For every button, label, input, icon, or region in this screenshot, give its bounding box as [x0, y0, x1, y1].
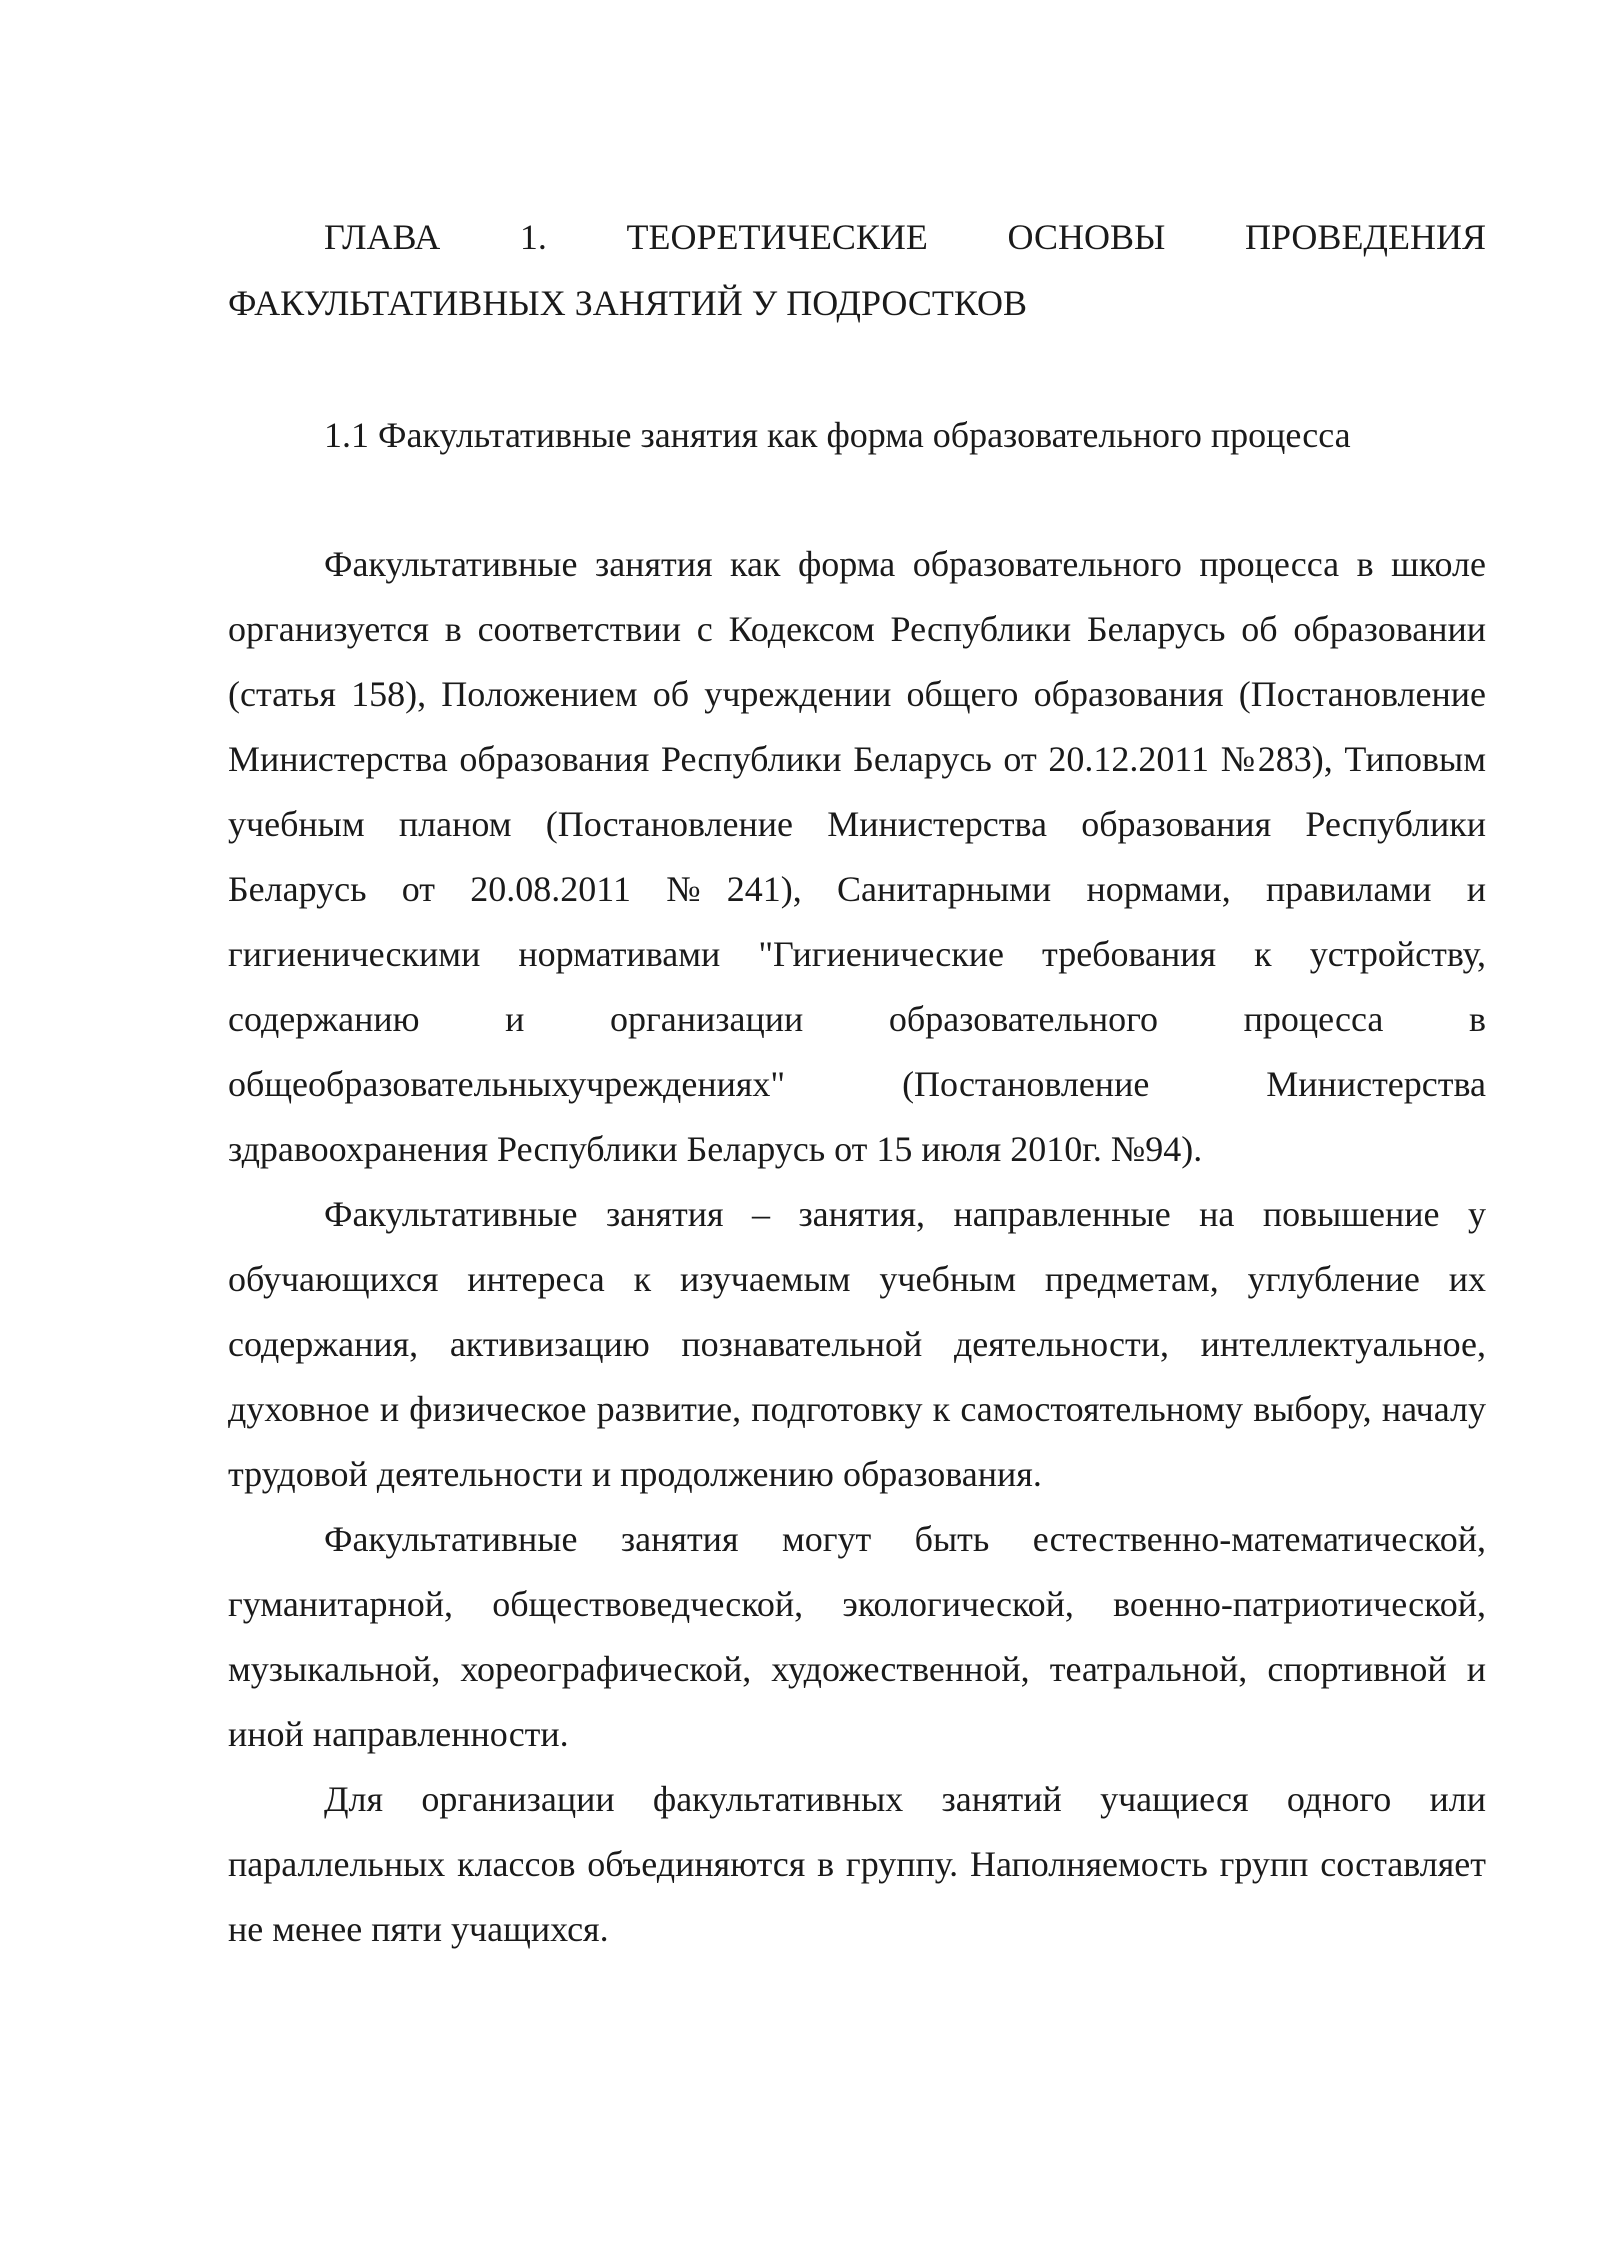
paragraph-group-organization: Для организации факультативных занятий учащиеся одного или параллельных классов объединяются в группу. Наполняемость групп составляет не менее пяти учащихся. [228, 1779, 1486, 1949]
paragraph-directions: Факультативные занятия могут быть естественно-математической, гуманитарной, обществоведческой, экологической, военно-патриотической, музыкальной, хореографической, художественной, театральной, спортивной и иной направленности. [228, 1519, 1486, 1754]
document-body [228, 532, 1486, 1962]
section-title: 1.1 Факультативные занятия как форма образовательного процесса [324, 415, 1351, 455]
paragraph-definition: Факультативные занятия – занятия, направленные на повышение у обучающихся интереса к изучаемым учебным предметам, углубление их содержания, активизацию познавательной деятельности, интеллектуальное, духовное и физическое развитие, подготовку к самостоятельному выбору, началу трудовой деятельности и продолжению образования. [228, 1194, 1486, 1494]
chapter-title: ГЛАВА 1. ТЕОРЕТИЧЕСКИЕ ОСНОВЫ ПРОВЕДЕНИЯ ФАКУЛЬТАТИВНЫХ ЗАНЯТИЙ У ПОДРОСТКОВ [228, 217, 1486, 323]
paragraph-legal-basis: Факультативные занятия как форма образовательного процесса в школе организуется в соответствии с Кодексом Республики Беларусь об образовании (статья 158), Положением об учреждении общего образования (Постановление Министерства образования Республики Беларусь от 20.12.2011 №283), Типовым учебным планом (Постановление Министерства образования Республики Беларусь от 20.08.2011 №241), Санитарными нормами, правилами и гигиеническими нормативами "Гигиенические требования к устройству, содержанию и организации образовательного процесса в общеобразовательныхучреждениях" (Постановление Министерства здравоохранения Республики Беларусь от 15 июля 2010г. №94). [228, 544, 1486, 1169]
